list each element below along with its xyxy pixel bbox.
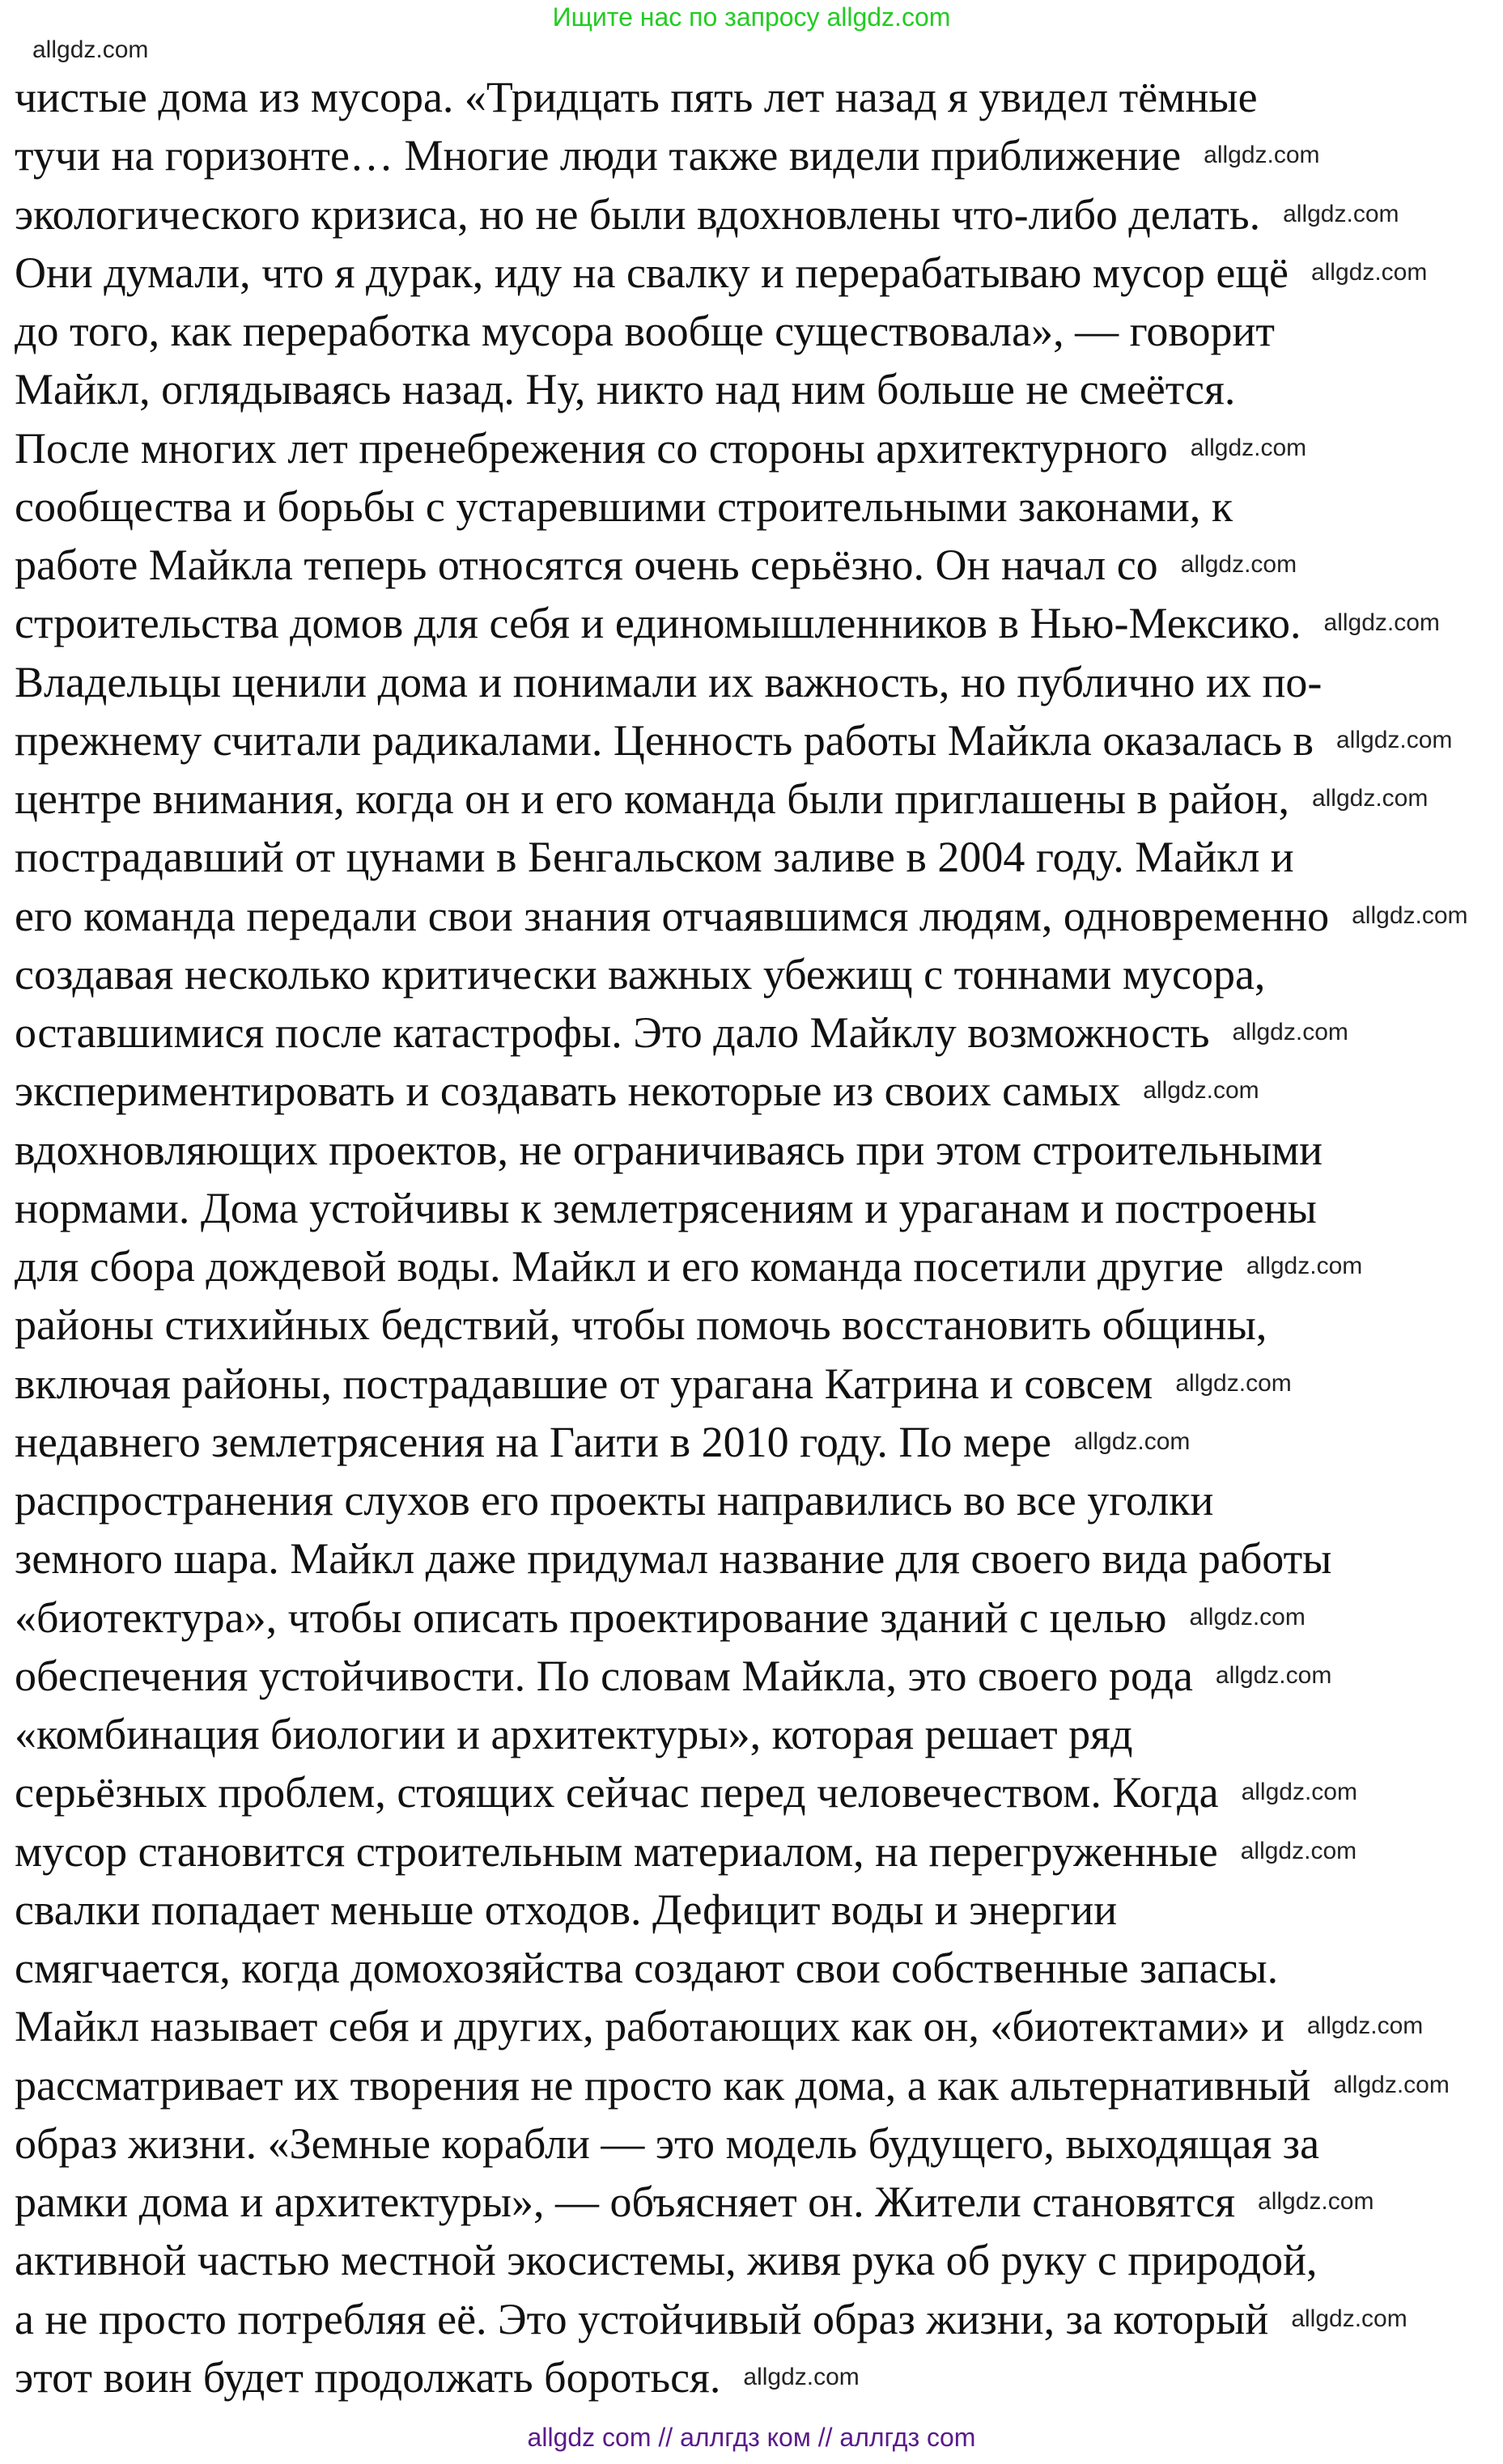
text-line-row bbox=[15, 1705, 1331, 1763]
text-line: мусор становится строительным материалом, на перегруженные bbox=[15, 1826, 1218, 1876]
watermark: allgdz.com bbox=[1204, 142, 1320, 169]
watermark: allgdz.com bbox=[1333, 2071, 1450, 2098]
watermark: allgdz.com bbox=[1336, 726, 1453, 753]
text-line: создавая несколько критически важных убежищ с тоннами мусора, bbox=[15, 949, 1266, 999]
watermark: allgdz.com bbox=[1190, 434, 1307, 461]
text-line: тучи на горизонте… Многие люди также видели приближение bbox=[15, 131, 1182, 180]
text-line: чистые дома из мусора. «Тридцать пять лет назад я увидел тёмные bbox=[15, 73, 1258, 121]
text-line-row bbox=[15, 185, 1331, 244]
text-line-row bbox=[15, 1588, 1331, 1647]
text-line-row bbox=[15, 770, 1331, 828]
search-banner: Ищите нас по запросу allgdz.com bbox=[552, 2, 951, 32]
text-line-row bbox=[15, 1881, 1331, 1939]
text-line-row bbox=[15, 244, 1331, 302]
text-line: Они думали, что я дурак, иду на свалку и перерабатываю мусор ещё bbox=[15, 248, 1289, 297]
text-line-row bbox=[15, 2114, 1331, 2173]
watermark: allgdz.com bbox=[1283, 200, 1399, 227]
text-line: «биотектура», чтобы описать проектирование зданий с целью bbox=[15, 1592, 1167, 1642]
text-line: недавнего землетрясения на Гаити в 2010 году. По мере bbox=[15, 1417, 1051, 1466]
text-line-row bbox=[15, 1529, 1331, 1588]
text-line: рамки дома и архитектуры», — объясняет он. Жители становятся bbox=[15, 2178, 1236, 2226]
watermark: allgdz.com bbox=[1258, 2188, 1374, 2216]
text-line: прежнему считали радикалами. Ценность работы Майкла оказалась в bbox=[15, 715, 1314, 765]
text-line-row bbox=[15, 2290, 1331, 2348]
text-line-row bbox=[15, 711, 1331, 770]
watermark: allgdz.com bbox=[1240, 1837, 1357, 1864]
text-line: активной частью местной экосистемы, живя рука об руку с природой, bbox=[15, 2236, 1318, 2285]
text-line: распространения слухов его проекты направились во все уголки bbox=[15, 1476, 1214, 1525]
text-line-row bbox=[15, 1121, 1331, 1179]
watermark: allgdz.com bbox=[1241, 1779, 1357, 1806]
text-line-row bbox=[15, 1822, 1331, 1881]
text-line: Владельцы ценили дома и понимали их важность, но публично их по- bbox=[15, 657, 1323, 706]
text-line-row bbox=[15, 536, 1331, 594]
text-line: строительства домов для себя и единомышленников в Нью-Мексико. bbox=[15, 599, 1301, 648]
text-line: вдохновляющих проектов, не ограничиваясь при этом строительными bbox=[15, 1125, 1323, 1174]
text-line-row bbox=[15, 360, 1331, 418]
watermark: allgdz.com bbox=[32, 36, 149, 63]
text-line: районы стихийных бедствий, чтобы помочь восстановить общины, bbox=[15, 1300, 1267, 1350]
text-line-row bbox=[15, 126, 1331, 184]
watermark: allgdz.com bbox=[1291, 2305, 1407, 2332]
text-line-row bbox=[15, 1647, 1331, 1705]
watermark: allgdz.com bbox=[1310, 258, 1428, 286]
footer-banner: allgdz com // аллгдз ком // аллгдз com bbox=[527, 2423, 976, 2452]
text-line: смягчается, когда домохозяйства создают свои собственные запасы. bbox=[15, 1944, 1279, 1992]
watermark: allgdz.com bbox=[1232, 1019, 1348, 1046]
text-line: включая районы, пострадавшие от урагана Катрина и совсем bbox=[15, 1359, 1153, 1408]
text-line: Майкл, оглядываясь назад. Ну, никто над ним больше не смеётся. bbox=[15, 365, 1236, 414]
watermark: allgdz.com bbox=[1175, 1369, 1292, 1397]
text-line: до того, как переработка мусора вообще существовала», — говорит bbox=[15, 307, 1276, 355]
text-line: а не просто потребляя её. Это устойчивый образ жизни, за который bbox=[15, 2294, 1269, 2343]
text-line: После многих лет пренебрежения со стороны архитектурного bbox=[15, 423, 1168, 473]
text-line-row bbox=[15, 594, 1331, 652]
watermark: allgdz.com bbox=[1352, 901, 1468, 929]
text-line-row bbox=[15, 1471, 1331, 1529]
text-line-row bbox=[15, 1003, 1331, 1062]
watermark: allgdz.com bbox=[1074, 1427, 1191, 1455]
text-line: пострадавший от цунами в Бенгальском заливе в 2004 году. Майкл и bbox=[15, 833, 1294, 882]
text-line-row bbox=[15, 2173, 1331, 2231]
text-line: нормами. Дома устойчивы к землетрясениям и ураганам и построены bbox=[15, 1183, 1317, 1232]
text-line: его команда передали свои знания отчаявшимся людям, одновременно bbox=[15, 891, 1330, 940]
text-line-row bbox=[15, 302, 1331, 360]
watermark: allgdz.com bbox=[1180, 551, 1297, 579]
text-line-row bbox=[15, 653, 1331, 711]
watermark: allgdz.com bbox=[1311, 785, 1429, 812]
text-line-row bbox=[15, 1355, 1331, 1413]
text-line: экологического кризиса, но не были вдохновлены что-либо делать. bbox=[15, 189, 1261, 239]
text-line: образ жизни. «Земные корабли — это модель будущего, выходящая за bbox=[15, 2118, 1320, 2168]
text-line: центре внимания, когда он и его команда были приглашены в район, bbox=[15, 774, 1289, 823]
text-line: обеспечения устойчивости. По словам Майкла, это своего рода bbox=[15, 1651, 1193, 1700]
text-line: этот воин будет продолжать бороться. bbox=[15, 2352, 721, 2402]
text-line-row bbox=[15, 1939, 1331, 1997]
body-text bbox=[15, 68, 1331, 2407]
text-line-row bbox=[15, 887, 1331, 945]
text-line: Майкл называет себя и других, работающих как он, «биотектами» и bbox=[15, 2002, 1284, 2051]
watermark: allgdz.com bbox=[1306, 2012, 1424, 2040]
watermark: allgdz.com bbox=[1215, 1661, 1332, 1689]
text-line: для сбора дождевой воды. Майкл и его команда посетили другие bbox=[15, 1242, 1224, 1291]
text-line-row bbox=[15, 419, 1331, 477]
text-line: работе Майкла теперь относятся очень серьёзно. Он начал со bbox=[15, 541, 1158, 589]
text-line-row bbox=[15, 1763, 1331, 1821]
text-line-row bbox=[15, 945, 1331, 1003]
text-line-row bbox=[15, 1179, 1331, 1237]
text-line: свалки попадает меньше отходов. Дефицит воды и энергии bbox=[15, 1885, 1118, 1934]
text-line-row bbox=[15, 477, 1331, 536]
text-line: земного шара. Майкл даже придумал название для своего вида работы bbox=[15, 1534, 1332, 1584]
text-line-row bbox=[15, 1997, 1331, 2055]
text-line: «комбинация биологии и архитектуры», которая решает ряд bbox=[15, 1710, 1133, 1758]
watermark: allgdz.com bbox=[1323, 609, 1440, 637]
watermark: allgdz.com bbox=[1143, 1077, 1259, 1105]
watermark: allgdz.com bbox=[1189, 1603, 1306, 1631]
text-line: рассматривает их творения не просто как дома, а как альтернативный bbox=[15, 2060, 1311, 2110]
text-line: экспериментировать и создавать некоторые из своих самых bbox=[15, 1067, 1121, 1116]
text-line: оставшимися после катастрофы. Это дало Майклу возможность bbox=[15, 1008, 1210, 1057]
watermark: allgdz.com bbox=[1246, 1253, 1363, 1280]
text-line-row bbox=[15, 1296, 1331, 1354]
text-line-row bbox=[15, 1062, 1331, 1120]
text-line-row bbox=[15, 2056, 1331, 2114]
text-line-row bbox=[15, 828, 1331, 886]
text-line-row bbox=[15, 2348, 1331, 2407]
watermark: allgdz.com bbox=[743, 2363, 860, 2390]
text-line-row bbox=[15, 2231, 1331, 2289]
text-line: сообщества и борьбы с устаревшими строительными законами, к bbox=[15, 481, 1233, 531]
text-line-row bbox=[15, 1237, 1331, 1296]
text-line: серьёзных проблем, стоящих сейчас перед человечеством. Когда bbox=[15, 1768, 1219, 1817]
text-line-row bbox=[15, 68, 1331, 126]
